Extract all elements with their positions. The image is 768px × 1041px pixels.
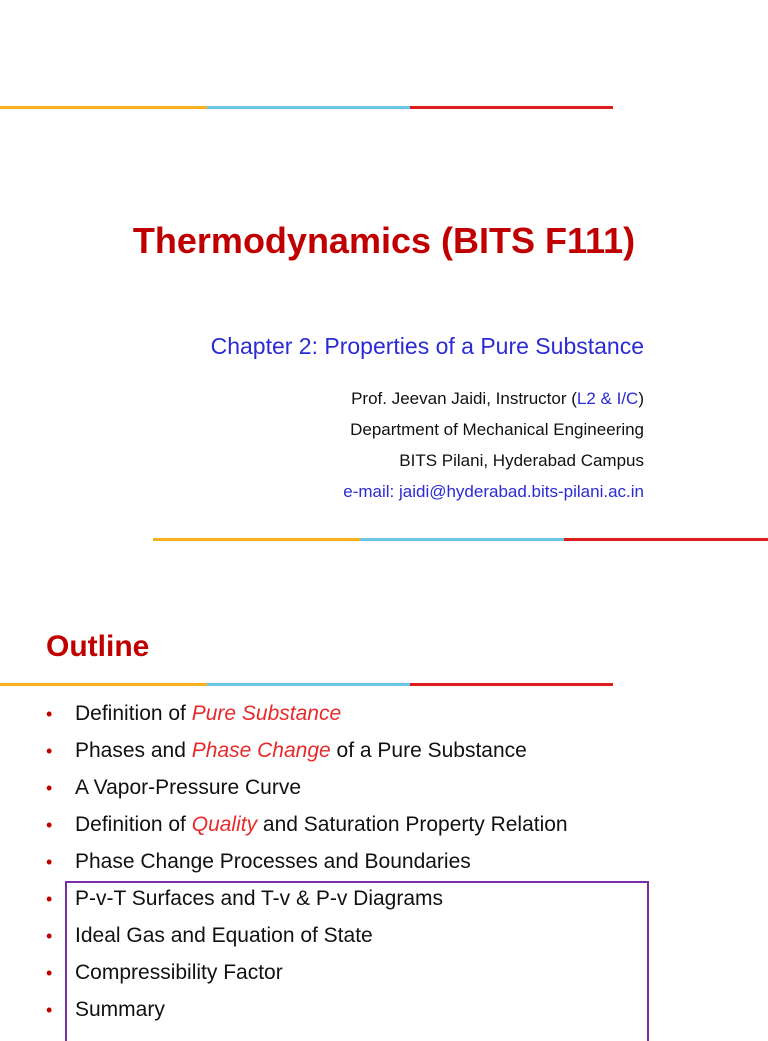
rule-segment-yellow <box>153 538 360 541</box>
rule-segment-yellow <box>0 683 207 686</box>
bullet-icon: • <box>46 926 53 946</box>
bullet-icon: • <box>46 741 53 761</box>
rule-segment-yellow <box>0 106 207 109</box>
campus-line: BITS Pilani, Hyderabad Campus <box>399 451 644 470</box>
rule-segment-cyan <box>207 106 410 109</box>
bullet-icon: • <box>46 1000 53 1020</box>
bullet-icon: • <box>46 778 53 798</box>
author-role: L2 & I/C <box>576 389 639 408</box>
rule-segment-cyan <box>207 683 410 686</box>
bullet-icon: • <box>46 704 53 724</box>
chapter-subtitle: Chapter 2: Properties of a Pure Substance <box>210 333 644 359</box>
author-line <box>351 389 644 409</box>
rule-segment-red <box>410 106 613 109</box>
outline-heading: Outline <box>46 630 150 663</box>
bullet-icon: • <box>46 889 53 909</box>
bottom-accent-rule <box>153 538 768 541</box>
bullet-icon: • <box>46 963 53 983</box>
outline-slide: Outline • Definition of Pure Substance • Phases and Phase Change of a Pure Substance • A Vapor-Pressure Curve • Definition of Quality and Saturation Property Relation • Phase Change Processes and Boundaries • P-v-T Surfaces and T-v & P-v Diagrams • Ideal Gas and Equation of State • Compressibility Factor • Summary <box>0 590 768 1024</box>
department-line: Department of Mechanical Engineering <box>350 420 644 439</box>
email-link[interactable]: e-mail: jaidi@hyderabad.bits-pilani.ac.in <box>343 482 644 501</box>
bullet-icon: • <box>46 815 53 835</box>
rule-segment-cyan <box>360 538 564 541</box>
author-name: Prof. Jeevan Jaidi, Instructor ( <box>351 389 577 408</box>
rule-segment-red <box>564 538 768 541</box>
bullet-icon: • <box>46 852 53 872</box>
rule-segment-red <box>410 683 613 686</box>
slide-title: Thermodynamics (BITS F111) <box>132 220 636 261</box>
author-suffix: ) <box>638 389 644 408</box>
top-accent-rule <box>0 106 613 109</box>
outline-accent-rule <box>0 683 613 686</box>
